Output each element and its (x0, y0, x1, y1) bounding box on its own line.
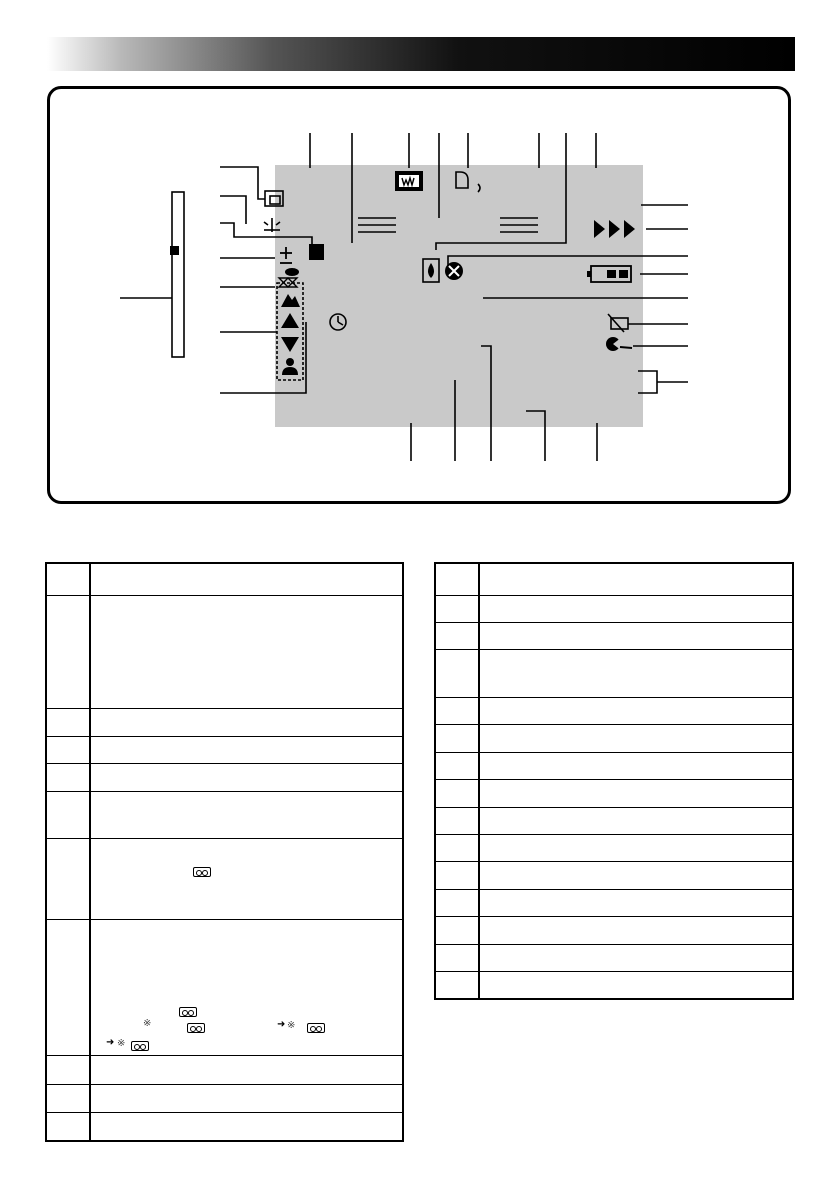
zoom-bar (172, 192, 184, 357)
blink-icon: ※ (143, 1018, 152, 1029)
fade-icon (606, 337, 632, 351)
table-row (47, 595, 402, 708)
arrow-icon: ➜ (106, 1037, 115, 1048)
cassette-icon (307, 1023, 325, 1033)
arrow-icon: ➜ (277, 1019, 286, 1030)
left-table (45, 562, 404, 1142)
table-row (436, 889, 792, 916)
table-row (436, 697, 792, 724)
table-row (47, 1112, 402, 1140)
picture-in-picture-icon (265, 191, 283, 206)
right-table (434, 562, 794, 1000)
table-row (436, 595, 792, 622)
table-row (436, 724, 792, 752)
table-row (47, 1055, 402, 1084)
exposure-plus-minus-icon (280, 247, 292, 263)
cross-circle-icon (445, 262, 463, 280)
table-row (436, 649, 792, 697)
table-row (47, 1084, 402, 1112)
table-row (436, 944, 792, 971)
table-row (47, 564, 402, 595)
portrait-person-icon (282, 358, 298, 375)
table-row (436, 807, 792, 834)
self-timer-icon (330, 314, 346, 330)
table-row (436, 622, 792, 649)
table-row (47, 708, 402, 736)
backlight-icon (309, 244, 324, 260)
table-row (436, 971, 792, 998)
table-row (47, 919, 402, 1055)
table-row (47, 763, 402, 791)
wide-mode-icon (395, 171, 423, 191)
table-row (436, 834, 792, 861)
table-row (47, 736, 402, 763)
lightbulb-icon (264, 218, 280, 232)
water-drop-icon (423, 259, 439, 282)
tape-icon (279, 268, 299, 287)
table-row (436, 916, 792, 944)
table-row (436, 752, 792, 779)
triangle-arrows-icon (594, 220, 635, 238)
table-row (47, 838, 402, 919)
table-row (47, 791, 402, 838)
blink-icon: ※ (287, 1020, 296, 1031)
landscape-mountain-icon (281, 294, 300, 307)
mic-icon (456, 172, 480, 192)
blink-icon: ※ (117, 1038, 126, 1049)
cassette-icon (193, 867, 211, 877)
table-row (436, 779, 792, 807)
cassette-icon (131, 1041, 149, 1051)
battery-warning-icon (608, 314, 628, 332)
battery-icon (587, 266, 631, 282)
cassette-icon (179, 1007, 197, 1017)
table-row (436, 564, 792, 595)
table-row (436, 861, 792, 889)
wide-down-icon (281, 337, 299, 352)
tele-up-icon (281, 313, 299, 328)
cassette-icon (187, 1023, 205, 1033)
